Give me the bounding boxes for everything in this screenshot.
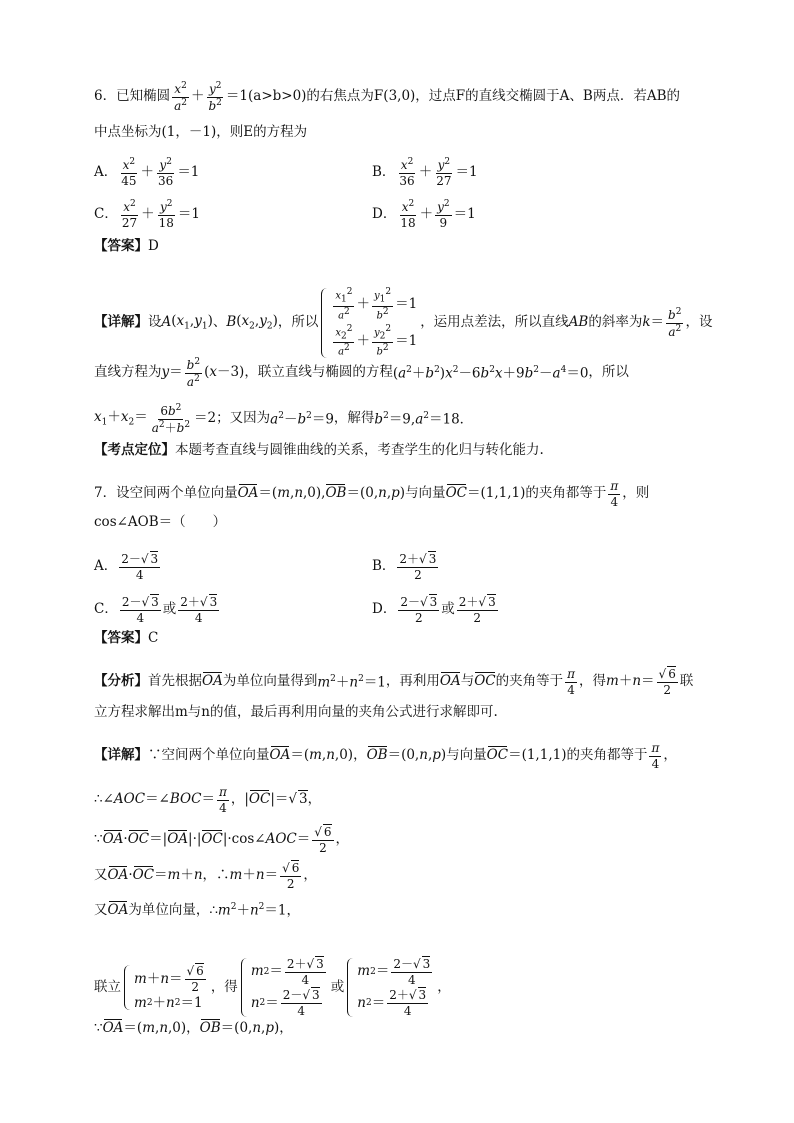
q7-detail-line-3: ∵OA·OC＝|OA|·|OC|·cos∠AOC＝ $\frac{√ 6}{2}$ ， <box>94 825 350 855</box>
q6-stem-line-2: 中点坐标为(1，－1)，则E的方程为 <box>94 124 308 140</box>
q7-analysis-line-1: 【分析】 首先根据 OA 为单位向量得到 $m^2+n^2=1$ ，再利用 OA 与 OC 的夹角等于 $\frac{\pi}{4}$ ，得 m＋n＝ $\frac{√ 6}{2}$ 联 <box>94 667 694 697</box>
q6-option-c: C． $\frac{x^2}{27}$ ＋ $\frac{y^2}{18}$ ＝1 <box>94 199 200 230</box>
q6-key-point: 【考点定位】 本题考查直线与圆锥曲线的关系，考查学生的化归与转化能力. <box>94 442 544 458</box>
q7-option-b: B． $\frac{2+√ 3}{2}$ <box>372 552 437 582</box>
q7-option-d: D． $\frac{2-√ 3}{2}$ 或 $\frac{2+√ 3}{2}$ <box>372 595 496 625</box>
q7-stem-line-2: cos∠AOB＝（ ） <box>94 514 227 530</box>
q6-detail-line-2: 直线方程为 y ＝ $\frac{b^2}{a^2}$ (x－3) ，联立直线与椭圆的方程 $(a^2+b^2)x^2-6b^2x+9b^2-a^4=0$ ，所以 <box>94 357 629 389</box>
q7-answer: 【答案】 C <box>94 630 159 646</box>
q6-detail-line-1: 【详解】 设 A $(x_1,y_1)$ 、 B $(x_2,y_2)$ ，所以 $\frac{x_1^2}{a^2}$ ＋ $\frac{y_1^2}{b^2}$ ＝1 $\frac{x_2^2}{a^2}$ ＋ $\frac{y_2^2}{b^2}$ ＝1 ，运用点差法，所以直线 AB 的斜率为 k ＝ $\frac{b^2}{a^2}$ ，设 <box>94 287 713 358</box>
q7-detail-line-7: ∵OA＝(m,n,0)，OB＝(0,n,p)， <box>94 1020 293 1036</box>
q7-detail-line-2: ∴∠AOC＝∠BOC＝ $\frac{\pi}{4}$ ，|OC|＝√ 3， <box>94 785 322 815</box>
q7-detail-line-6: 联立 m ＋ n ＝ $\frac{√ 6}{2}$ m 2 ＋ n 2 ＝1 ，得 m 2 ＝ $\frac{2+√ 3}{4}$ n 2 ＝ $\frac{2-√ 3}{4}$ 或 m 2 ＝ $\frac{2-√ 3}{4}$ n 2 ＝ $\frac{2+√ 3}{4}$ ， <box>94 957 451 1018</box>
q6-option-a: A． $\frac{x^2}{45}$ ＋ $\frac{y^2}{36}$ ＝1 <box>94 157 200 188</box>
q6-answer: 【答案】 D <box>94 238 159 254</box>
q6-option-b: B． $\frac{x^2}{36}$ ＋ $\frac{y^2}{27}$ ＝1 <box>372 157 478 188</box>
q7-detail-line-1: 【详解】 ∵空间两个单位向量 OA ＝(m,n,0) ， OB ＝(0,n,p) 与向量 OC ＝(1,1,1) 的夹角都等于 $\frac{\pi}{4}$ ， <box>94 741 677 771</box>
q7-option-a: A． $\frac{2-√ 3}{4}$ <box>94 552 159 582</box>
q7-detail-line-4: 又 OA·OC＝m＋n，∴m＋n＝ $\frac{√ 6}{2}$ ， <box>94 861 317 891</box>
q6-stem-b: (a>b>0)的右焦点为F(3,0)，过点F的直线交椭圆于A、B两点．若AB的 <box>248 88 681 105</box>
q6-stem-line-1: 6．已知椭圆 $\frac{x^2}{a^2}$ ＋ $\frac{y^2}{b^2}$ ＝1 (a>b>0)的右焦点为F(3,0)，过点F的直线交椭圆于A、B两点．若AB的 <box>94 81 681 113</box>
q7-detail-line-5: 又 OA 为单位向量， $\therefore m^2+n^2=1$， <box>94 901 300 919</box>
q6-stem-a: 6．已知椭圆 <box>94 88 171 105</box>
q7-option-c: C． $\frac{2-√ 3}{4}$ 或 $\frac{2+√ 3}{4}$ <box>94 595 218 625</box>
q7-analysis-line-2: 立方程求解出m与n的值，最后再利用向量的夹角公式进行求解即可. <box>94 704 498 720</box>
q6-detail-line-3: $x_1+x_2=$ $\frac{6b^2}{a^2+b^2}$ ＝2 ；又因为 $a^2-b^2=9$ ，解得 $b^2=9,a^2=18$． <box>94 403 474 435</box>
q6-option-d: D． $\frac{x^2}{18}$ ＋ $\frac{y^2}{9}$ ＝1 <box>372 199 476 230</box>
q7-stem-line-1: 7．设空间两个单位向量 OA ＝(m,n,0), OB ＝(0,n,p) 与向量 OC ＝(1,1,1) 的夹角都等于 $\frac{\pi}{4}$ ，则 <box>94 479 650 509</box>
